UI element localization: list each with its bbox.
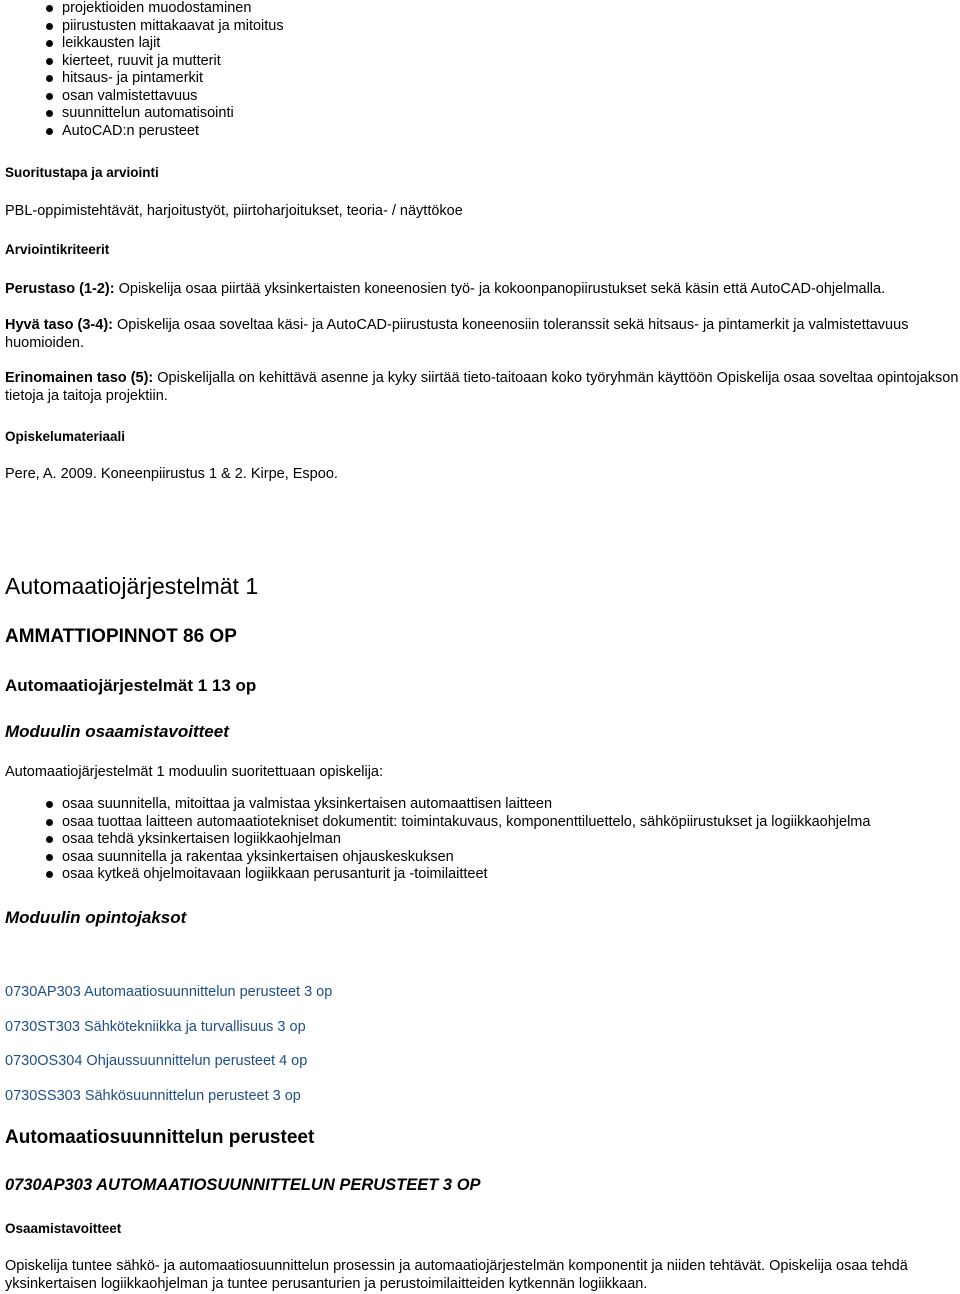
module-goals-heading: Moduulin osaamistavoitteet xyxy=(5,722,229,741)
hyva-taso-paragraph xyxy=(5,316,960,352)
list-item: projektioiden muodostaminen xyxy=(5,0,284,18)
bullet-icon xyxy=(46,836,53,843)
bullet-icon xyxy=(46,854,53,861)
module-credits: Automaatiojärjestelmät 1 13 op xyxy=(5,676,257,695)
hyva-taso-label: Hyvä taso (3-4): xyxy=(5,317,113,333)
erinomainen-text: Opiskelijalla on kehittävä asenne ja kyky siirtää tieto-taitoaan koko työryhmän käyttöön Opiskelija osaa soveltaa opintojakson tietoja ja taitoja projektiin. xyxy=(5,370,959,404)
bullet-icon xyxy=(46,871,53,878)
module-courses-heading: Moduulin opintojaksot xyxy=(5,908,187,927)
arviointikriteerit-heading: Arviointikriteerit xyxy=(5,242,110,257)
suoritustapa-text: PBL-oppimistehtävät, harjoitustyöt, piirtoharjoitukset, teoria- / näyttökoe xyxy=(5,203,463,219)
module-goals-intro: Automaatiojärjestelmät 1 moduulin suoritettuaan opiskelija: xyxy=(5,764,384,780)
hyva-taso-text: Opiskelija osaa soveltaa käsi- ja AutoCAD-piirustusta koneenosiin toleranssit sekä hitsaus- ja pintamerkit ja valmistettavuus huomioiden. xyxy=(5,317,909,351)
perustaso-text: Opiskelija osaa piirtää yksinkertaisten koneenosien työ- ja kokoonpanopiirustukset sekä käsin että AutoCAD-ohjelmalla. xyxy=(114,281,886,297)
course-link-st303[interactable]: 0730ST303 Sähkötekniikka ja turvallisuus 3 op xyxy=(5,1019,306,1035)
bullet-icon xyxy=(46,110,53,117)
bullet-icon xyxy=(46,23,53,30)
list-item: osaa tehdä yksinkertaisen logiikkaohjelman xyxy=(5,831,870,849)
bullet-icon xyxy=(46,93,53,100)
bullet-icon xyxy=(46,819,53,826)
course-code-title: 0730AP303 AUTOMAATIOSUUNNITTELUN PERUSTEET 3 OP xyxy=(5,1176,481,1194)
bullet-icon xyxy=(46,801,53,808)
bullet-icon xyxy=(46,40,53,47)
course-link-os304[interactable]: 0730OS304 Ohjaussuunnittelun perusteet 4 op xyxy=(5,1053,308,1069)
bullet-icon xyxy=(46,75,53,82)
perustaso-paragraph xyxy=(5,280,960,298)
list-item: hitsaus- ja pintamerkit xyxy=(5,70,284,88)
module-title: Automaatiojärjestelmät 1 xyxy=(5,573,259,599)
course-link-ap303[interactable]: 0730AP303 Automaatiosuunnittelun perusteet 3 op xyxy=(5,984,333,1000)
list-item: osaa suunnitella ja rakentaa yksinkertaisen ohjauskeskuksen xyxy=(5,849,870,867)
course-goals-text: Opiskelija tuntee sähkö- ja automaatiosuunnittelun prosessin ja automaatiojärjestelmän komponentit ja niiden tehtävät. Opiskelija osaa tehdä yksinkertaisen logiikkaohjelman ja tuntee perusanturien ja perustoimilaitteiden kytkennän logiikkaan. xyxy=(5,1258,908,1292)
list-item: osaa tuottaa laitteen automaatiotekniset dokumentit: toimintakuvaus, komponenttiluettelo, sähköpiirustukset ja logiikkaohjelma xyxy=(5,814,870,832)
list-item: piirustusten mittakaavat ja mitoitus xyxy=(5,18,284,36)
bullet-icon xyxy=(46,58,53,65)
module-subtitle: AMMATTIOPINNOT 86 OP xyxy=(5,626,237,647)
opiskelumateriaali-heading: Opiskelumateriaali xyxy=(5,429,126,444)
suoritustapa-heading: Suoritustapa ja arviointi xyxy=(5,165,159,180)
list-item: kierteet, ruuvit ja mutterit xyxy=(5,53,284,71)
erinomainen-paragraph xyxy=(5,369,960,405)
course-title: Automaatiosuunnittelun perusteet xyxy=(5,1127,315,1148)
bullet-icon xyxy=(46,5,53,12)
erinomainen-label: Erinomainen taso (5): xyxy=(5,370,154,386)
list-item: leikkausten lajit xyxy=(5,35,284,53)
course-link-ss303[interactable]: 0730SS303 Sähkösuunnittelun perusteet 3 op xyxy=(5,1088,301,1104)
course-goals-heading: Osaamistavoitteet xyxy=(5,1221,122,1236)
list-item: suunnittelun automatisointi xyxy=(5,105,284,123)
module-goals-list xyxy=(5,796,870,884)
list-item: osan valmistettavuus xyxy=(5,88,284,106)
perustaso-label: Perustaso (1-2): xyxy=(5,281,115,297)
list-item: AutoCAD:n perusteet xyxy=(5,123,284,141)
list-item: osaa suunnitella, mitoittaa ja valmistaa yksinkertaisen automaattisen laitteen xyxy=(5,796,870,814)
topic-list xyxy=(5,0,284,140)
list-item: osaa kytkeä ohjelmoitavaan logiikkaan perusanturit ja -toimilaitteet xyxy=(5,866,870,884)
bullet-icon xyxy=(46,128,53,135)
opiskelumateriaali-text: Pere, A. 2009. Koneenpiirustus 1 & 2. Kirpe, Espoo. xyxy=(5,466,338,482)
